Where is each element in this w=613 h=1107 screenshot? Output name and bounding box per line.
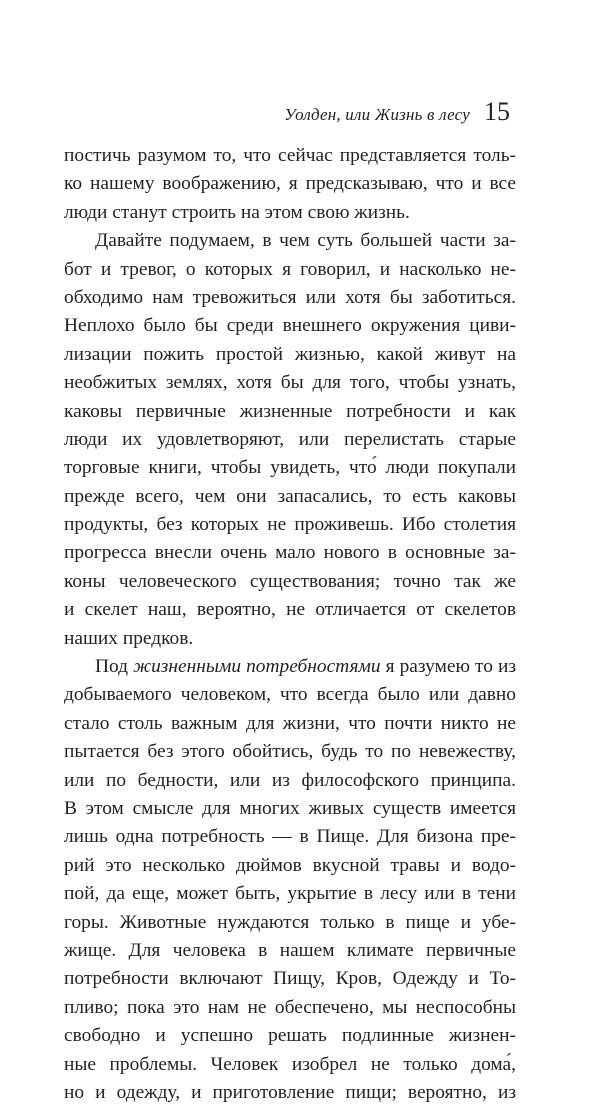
text-line: лизации пожить простой жизнью, какой живут на [64,343,516,365]
text-line: коны человеческого существования; точно так же [64,570,516,592]
text-line: люди станут строить на этом свою жизнь. [64,201,410,223]
text-line: лишь одна потребность — в Пище. Для бизона пре- [64,826,516,848]
text-line: В этом смысле для многих живых существ имеется [64,797,516,819]
text-line: или по бедности, или из философского принципа. [64,769,516,791]
text-line: постичь разумом то, что сейчас представляется толь- [64,145,516,166]
text-line: пливо; пока это нам не обеспечено, мы неспособны [64,996,516,1018]
text-line: обходимо нам тревожиться или хотя бы заботиться. [64,286,516,308]
text-line: прогресса внесли очень мало нового в основные за- [64,542,516,564]
text-line: стало столь важным для жизни, что почти никто не [64,712,516,734]
text-line: необжитых землях, хотя бы для того, чтобы узнать, [64,372,516,394]
text-line-with-emphasis [64,653,516,681]
text-line: потребности включают Пищу, Кров, Одежду и То- [64,968,516,990]
text-line-end: я разумею то из [380,656,517,678]
text-line: пытается без этого обойтись, будь то по невежеству, [64,741,516,763]
emphasized-term: жизненными потребностями [133,656,381,678]
text-line: горы. Животные нуждаются только в пище и убе- [64,911,516,933]
text-line: Неплохо было бы среди внешнего окружения циви- [64,315,516,337]
text-line: прежде всего, чем они запасались, то есть каковы [64,485,516,507]
text-line-start: Под [95,656,134,678]
text-line: добываемого человеком, что всегда было или давно [64,684,516,706]
text-line: пой, да еще, может быть, укрытие в лесу или в тени [64,883,516,905]
text-line: ные проблемы. Человек изобрел не только дома́, [64,1053,516,1075]
running-title: Уолден, или Жизнь в лесу [284,105,470,124]
text-line: жище. Для человека в нашем климате первичные [64,939,516,961]
text-line: рий это несколько дюймов вкусной травы и водо- [64,854,516,876]
page-number: 15 [484,97,510,126]
text-line: бот и тревог, о которых я говорил, и насколько не- [64,258,516,280]
text-line: но и одежду, и приготовление пищи; вероятно, из [64,1081,516,1103]
text-line: люди их удовлетворяют, или перелистать старые [64,428,516,450]
running-head [284,97,510,127]
text-line: торговые книги, чтобы увидеть, что́ люди покупали [64,457,516,479]
text-line: наших предков. [64,627,194,649]
text-line: ко нашему воображению, я предсказываю, что и все [64,173,516,195]
text-line: и скелет наш, вероятно, не отличается от скелетов [64,599,516,621]
body-text [64,142,516,1107]
text-line: Давайте подумаем, в чем суть большей части за- [95,230,516,252]
text-line: продукты, без которых не проживешь. Ибо столетия [64,514,516,536]
text-line: каковы первичные жизненные потребности и как [64,400,516,422]
text-line: свободно и успешно решать подлинные жизнен- [64,1025,516,1047]
